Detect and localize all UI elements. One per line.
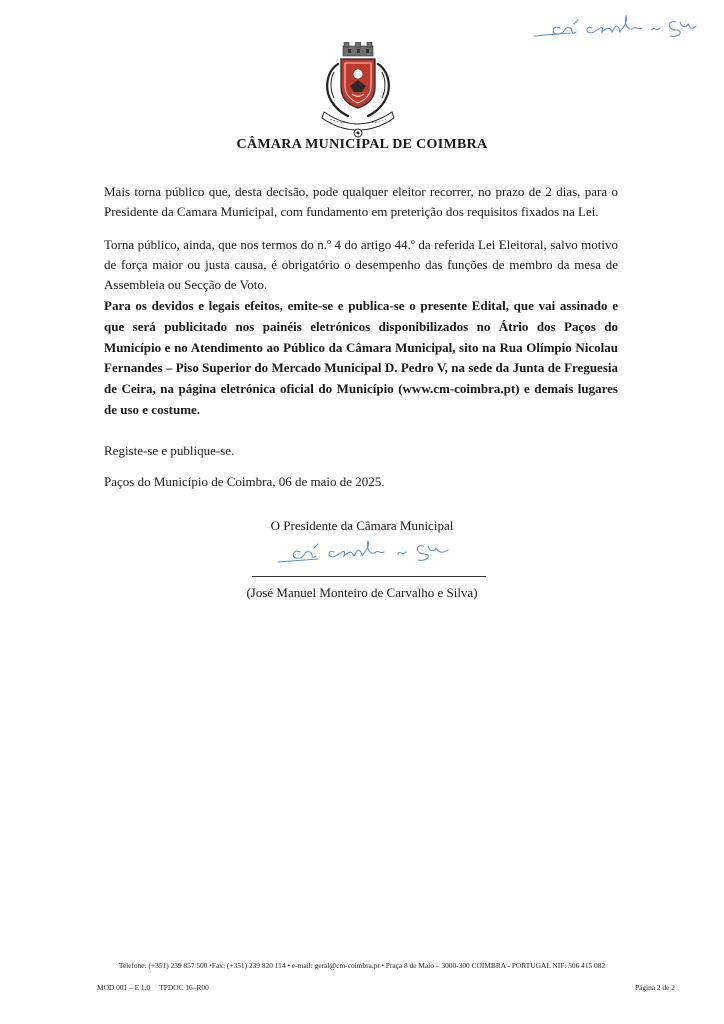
footer-contact-info: Telefone: (+351) 239 857 500 •Fax: (+351) 239 820 114 • e-mail: geral@cm-coimbra.pt • Praça 8 de Maio – 3000-300 COIMBRA - PORTUGAL NIF: 506 415 082 xyxy=(118,961,606,970)
president-signature-image xyxy=(270,540,470,570)
coimbra-crest-icon xyxy=(310,42,406,138)
paragraph-date-place: Paços do Município de Coimbra, 06 de maio de 2025. xyxy=(104,474,385,489)
paragraph-obligation: Torna público, ainda, que nos termos do n.º 4 do artigo 44.º da referida Lei Eleitoral, salvo motivo de força maior ou justa causa, é obrigatório o desempenho das funções de membro da mesa de Assembleia ou Secção de Voto. xyxy=(104,237,618,292)
document-title: CÂMARA MUNICIPAL DE COIMBRA xyxy=(236,137,488,152)
paragraph-publication: Para os devidos e legais efeitos, emite-se e publica-se o presente Edital, que vai assinado e que será publicitado nos painéis eletrónicos disponibilizados no Átrio dos Paços do Município e no Atendimento ao Público da Câmara Municipal, sito na Rua Olímpio Nicolau Fernandes – Piso Superior do Mercado Municipal D. Pedro V, na sede da Junta de Freguesia de Ceira, na página eletrónica oficial do Município (www.cm-coimbra.pt) e demais lugares de uso e costume. xyxy=(104,298,618,417)
paragraph-appeal: Mais torna público que, desta decisão, pode qualquer eleitor recorrer, no prazo de 2 dias, para o Presidente da Camara Municipal, com fundamento em preterição dos requisitos fixados na Lei. xyxy=(104,184,618,219)
footer-form-code: MOD 001 – E 1.0 TPDOC 16–R00 xyxy=(97,983,209,992)
signature-line xyxy=(252,576,486,577)
paragraph-register: Registe-se e publique-se. xyxy=(104,443,235,458)
top-signature-image xyxy=(530,14,700,46)
signatory-name: (José Manuel Monteiro de Carvalho e Silva) xyxy=(246,585,478,600)
footer-page-number: Página 2 de 2 xyxy=(634,983,675,992)
signatory-title: O Presidente da Câmara Municipal xyxy=(270,518,454,533)
